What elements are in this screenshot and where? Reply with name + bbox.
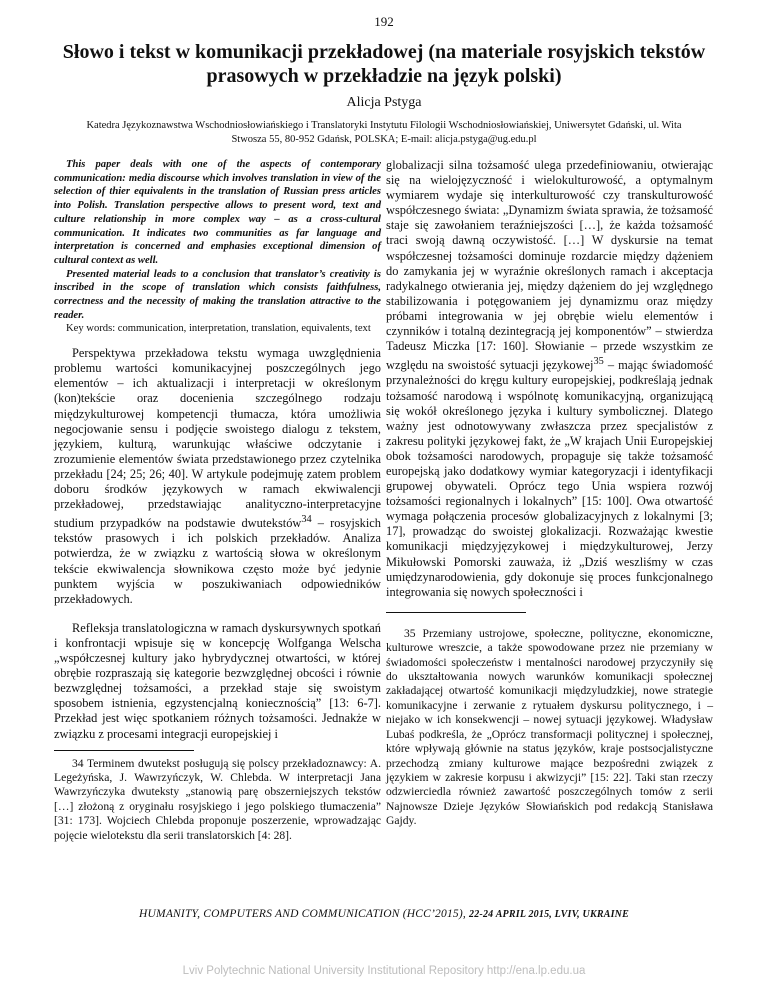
footnote-ref-35: 35 bbox=[593, 356, 604, 368]
abstract-paragraph-1: This paper deals with one of the aspects of contemporary communication: media discourse which involves translation in view of the selection of thier equivalents in the translation of Russian press articles into Polish. Translation perspective allows to present word, text and culture relationship in more complex way – as a cross-cultural communication. It indicates two communities as far language and interpretation is concerned and emphasies exceptional dimension of cultural context as well. bbox=[54, 159, 381, 266]
paper-title: Słowo i tekst w komunikacji przekładowej (na materiale rosyjskich tekstów prasowych w przekładzie na język polski) bbox=[62, 41, 706, 87]
footnote-divider bbox=[54, 750, 194, 751]
page-number: 192 bbox=[374, 14, 394, 29]
conference-date-place: 22-24 APRIL 2015, LVIV, UKRAINE bbox=[469, 909, 629, 920]
keywords: Key words: communication, interpretation, translation, equivalents, text bbox=[66, 323, 371, 335]
right-column bbox=[386, 158, 713, 829]
footnote-35: 35 Przemiany ustrojowe, społeczne, polityczne, ekonomiczne, kulturowe wreszcie, a także spowodowane przez nie przemiany w świadomości społeczeństw i mentalności narodowej przyczyniły się do ukształtowania nowych warunków komunikacji społecznej zakładającej otwartość komunikacji międzyludzkiej, nowe strategie komunikacyjne i zerwanie z rytuałem dyskursu politycznego, i – niejako w ich konsekwencji – nowej sytuacji językowej. Władysław Lubaś podkreśla, że „Oprócz transformacji politycznej i społecznej, które wpływają głównie na status języków, kraje postsocjalistyczne przechodzą zmiany kulturowe mające bezpośredni związek z językiem w zakresie korpusu i akwizycji” [15: 22]. Taki stan rzeczy odzwierciedla również zawartość poszczególnych tomów z serii Najnowsze Dzieje Języków Słowiańskich pod redakcją Stanisława Gajdy. bbox=[386, 626, 713, 828]
body-text: globalizacji silna tożsamość ulega przedefiniowaniu, otwierając się na wielojęzyczność i wielokulturowość, a optymalnym wymiarem wydaje się interkulturowość czy transkulturowość współczesnego świata: „Dynamizm świata sprawia, że tożsamość staje się zawołaniem teraźniejszości […], że każda tożsamość traci swoją dawną oczywistość. […] W dyskursie na temat współczesnej tożsamości dominuje rozdarcie między dążeniem do zamykania jej w wyraźnie określonych ramach i akceptacja radykalnego otwierania jej, między dążeniem do jej względnego stabilizowania i potęgowaniem jej dynamizmu oraz między próbami integrowania w jej obrębie wielu elementów i czynników i totalną dezintegracją jej komponentów” – stwierdza Tadeusz Miczka [17: 160]. Słowianie – przede wszystkim ze względu na swoistość sytuacji językowej bbox=[386, 158, 713, 373]
conference-name: HUMANITY, COMPUTERS AND COMMUNICATION (HCC’2015), bbox=[139, 908, 466, 920]
author-affiliation: Katedra Językoznawstwa Wschodniosłowiańskiego i Translatoryki Instytutu Filologii Wschodniosłowiańskiej, Uniwersytet Gdański, ul. Wita Stwosza 55, 80-952 Gdańsk, POLSKA; E-mail: alicja.pstyga@ug.edu.pl bbox=[86, 120, 682, 145]
abstract-paragraph-2: Presented material leads to a conclusion that translator’s creativity is inscribed in the scope of translation which consists faithfulness, correctness and the necessity of making the translation attractive to the reader. bbox=[54, 268, 381, 321]
body-paragraph: Refleksja translatologiczna w ramach dyskursywnych spotkań i konfrontacji wpisuje się w koncepcję Wolfganga Welscha „współczesnej kultury jako hybrydycznej otwartości, w której obrębie rozpraszają się kategorie bezwzględnej obcości i równie bezwzględnej tożsamości, a przekład staje się swoistym sposobem istnienia, egzystencjalną koniecznością” [13: 6-7]. Przekład jest więc spotkaniem różnych tożsamości. Jednakże w związku z procesami integracji europejskiej i bbox=[54, 620, 381, 741]
footnote-ref-34: 34 bbox=[301, 514, 312, 526]
body-paragraph bbox=[54, 346, 381, 607]
body-paragraph bbox=[386, 158, 713, 600]
left-column bbox=[54, 158, 381, 843]
footnote-34: 34 Terminem dwutekst posługują się polscy przekładoznawcy: A. Legeżyńska, J. Wawrzyńczyk, W. Chlebda. W interpretacji Jana Wawrzyńczyka dwuteksty „stanowią parę obszerniejszych tekstów […] złożoną z oryginału rosyjskiego i jego polskiego tłumaczenia” [31: 173]. Wojciech Chlebda proponuje poszerzenie, wprowadzając pojęcie wielotekstu dla serii translatorskich [4: 28]. bbox=[54, 756, 381, 842]
conference-footer bbox=[0, 908, 768, 920]
repository-watermark: Lviv Polytechnic National University Institutional Repository http://ena.lp.edu.ua bbox=[182, 965, 586, 977]
body-text: Perspektywa przekładowa tekstu wymaga uwzględnienia problemu wartości komunikacyjnej poszczególnych jego elementów – ich aktualizacji i interpretacji w określonym (kon)tekście oraz docenienia szczególnego rodzaju międzykulturowej kompetencji tłumacza, która umożliwia negocjowanie sensu i podjęcie swoistego dialogu z tekstem, językiem, kulturą, warunkując właściwe odczytanie i zrozumienie elementów świata przedstawionego przez czytelnika przekładu [24; 25; 26; 40]. W artykule podejmuję zatem problem doboru środków językowych w ramach ekwiwalencji przekładowej, przedstawiając analityczno-interpretacyjne studium przypadków na podstawie dwutekstów bbox=[54, 346, 381, 531]
footnote-divider bbox=[386, 612, 526, 613]
author-name: Alicja Pstyga bbox=[346, 95, 422, 110]
body-text: – mając świadomość przynależności do kręgu kultury europejskiej, podkreślają jednak tożsamość narodową i wspólnotę komunikacyjną, organizującą się wokół określonego języka i kultury symbolicznej. Dlatego ważny jest odnotowywany zwłaszcza przez specjalistów z zakresu polityki językowej fakt, że „W krajach Unii Europejskiej obok tożsamości narodowych, propaguje się także tożsamość europejską jako dodatkowy wymiar kategoryzacji i identyfikacji grupowej obywateli. Oprócz tego Unia wspiera rozwój tożsamości regionalnych i lokalnych” [15: 100]. Owa otwartość wymaga połączenia procesów globalizacyjnych z lokalnymi [3; 17], prowadząc do swoistej glokalizacji. Rozważając kwestie komunikacji międzyjęzykowej i międzykulturowej, Jerzy Mikułowski Pomorski zauważa, iż „Dziś weszliśmy w czas umiędzynarodowienia, gdy dokonuje się proces funkcjonalnego integrowania się nowych społeczności i bbox=[386, 358, 713, 599]
body-text: – rosyjskich tekstów prasowych i ich polskich przekładów. Analiza potwierdza, że w związku z wartością słowa w określonym tekście ekwiwalencja słownikowa często może być jedynie punktem wyjścia w poszukiwaniach odpowiedników przekładowych. bbox=[54, 516, 381, 606]
